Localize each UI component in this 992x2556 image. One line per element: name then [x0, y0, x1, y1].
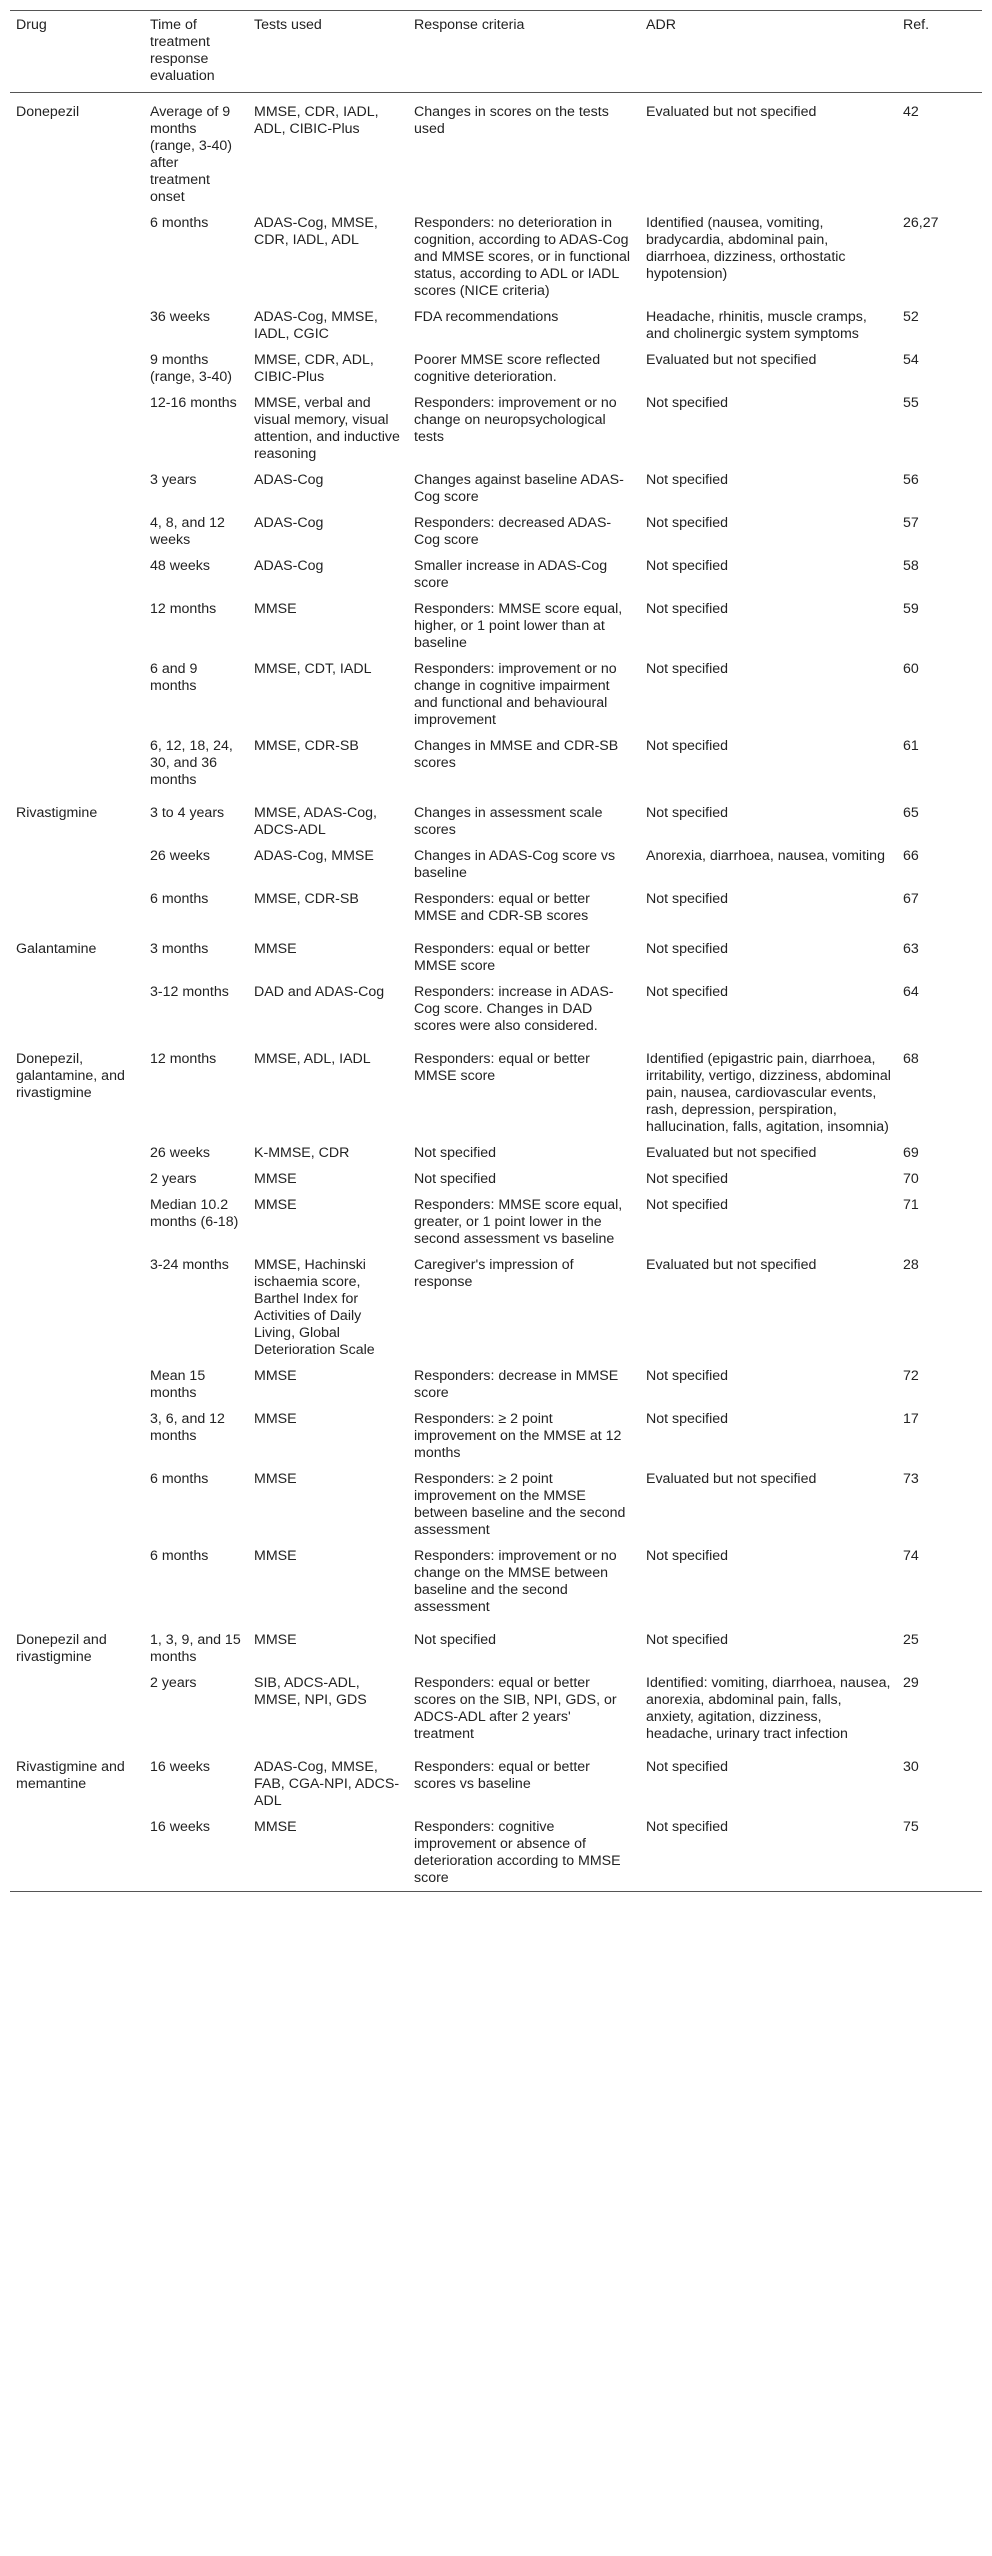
cell-drug	[10, 1167, 144, 1193]
cell-ref: 42	[903, 104, 919, 120]
header-adr: ADR	[640, 11, 897, 93]
cell-adr: Not specified	[646, 1171, 729, 1187]
cell-criteria: Responders: equal or better MMSE and CDR-SB scores	[414, 891, 590, 924]
cell-adr: Not specified	[646, 1368, 729, 1384]
cell-criteria: Not specified	[414, 1145, 497, 1161]
cell-ref: 75	[897, 1815, 982, 1892]
table-row	[10, 468, 982, 511]
cell-tests: MMSE, verbal and visual memory, visual attention, and inductive reasoning	[254, 395, 400, 462]
cell-tests: MMSE	[254, 1197, 297, 1213]
table-row	[10, 734, 982, 794]
cell-time: 6 months	[150, 1471, 209, 1487]
header-row	[10, 11, 982, 93]
cell-time: 6 and 9 months	[150, 661, 198, 694]
cell-criteria: Changes against baseline ADAS-Cog score	[414, 472, 624, 505]
cell-time: 48 weeks	[150, 558, 210, 574]
cell-adr: Not specified	[646, 1411, 729, 1427]
cell-adr: Not specified	[640, 1815, 897, 1892]
cell-drug	[10, 657, 144, 734]
cell-time: 1, 3, 9, and 15 months	[150, 1632, 241, 1665]
cell-drug	[10, 1671, 144, 1748]
cell-ref: 74	[903, 1548, 919, 1564]
cell-adr: Not specified	[646, 1632, 729, 1648]
cell-tests: MMSE, CDR, ADL, CIBIC-Plus	[254, 352, 374, 385]
cell-drug	[10, 554, 144, 597]
cell-time: Average of 9 months (range, 3-40) after treatment onset	[150, 104, 233, 205]
cell-tests: ADAS-Cog	[254, 472, 324, 488]
cell-ref: 28	[903, 1257, 919, 1273]
cell-ref: 57	[903, 515, 919, 531]
table-row	[10, 930, 982, 980]
cell-ref: 69	[903, 1145, 919, 1161]
cell-criteria: Changes in ADAS-Cog score vs baseline	[414, 848, 616, 881]
cell-adr: Not specified	[646, 941, 729, 957]
cell-adr: Not specified	[646, 984, 729, 1000]
cell-drug: Rivastigmine	[16, 805, 98, 821]
cell-time: 26 weeks	[150, 1145, 210, 1161]
cell-time: 3 months	[150, 941, 209, 957]
header-drug: Drug	[10, 11, 144, 93]
cell-criteria: FDA recommendations	[414, 309, 559, 325]
cell-tests: ADAS-Cog, MMSE, FAB, CGA-NPI, ADCS-ADL	[254, 1759, 400, 1809]
cell-ref: 73	[903, 1471, 919, 1487]
cell-tests: ADAS-Cog, MMSE	[254, 848, 374, 864]
table-row	[10, 657, 982, 734]
cell-time: 9 months (range, 3-40)	[150, 352, 233, 385]
table-row	[10, 597, 982, 657]
cell-tests: MMSE, ADAS-Cog, ADCS-ADL	[254, 805, 377, 838]
table-row	[10, 1544, 982, 1621]
cell-criteria: Responders: improvement or no change in cognitive impairment and functional and behavioural improvement	[414, 661, 617, 728]
cell-adr: Identified (nausea, vomiting, bradycardia, abdominal pain, diarrhoea, dizziness, orthostatic hypotension)	[646, 215, 846, 282]
cell-ref: 60	[903, 661, 919, 677]
cell-adr: Not specified	[646, 891, 729, 907]
cell-tests: MMSE	[254, 601, 297, 617]
table-row	[10, 305, 982, 348]
cell-time: 16 weeks	[144, 1815, 248, 1892]
cell-criteria: Responders: equal or better scores vs baseline	[414, 1759, 590, 1792]
cell-time: 3-12 months	[150, 984, 229, 1000]
table-row	[10, 980, 982, 1040]
cell-criteria: Changes in assessment scale scores	[414, 805, 603, 838]
cell-criteria: Caregiver's impression of response	[414, 1257, 574, 1290]
cell-time: 6 months	[150, 215, 209, 231]
cell-ref: 30	[903, 1759, 919, 1775]
cell-criteria: Responders: equal or better MMSE score	[414, 1051, 590, 1084]
table-row	[10, 348, 982, 391]
cell-drug	[10, 348, 144, 391]
table-container	[10, 10, 982, 1892]
cell-tests: ADAS-Cog, MMSE, CDR, IADL, ADL	[254, 215, 378, 248]
cell-tests: MMSE	[254, 941, 297, 957]
cell-time: 2 years	[150, 1171, 197, 1187]
table-row	[10, 844, 982, 887]
cell-criteria: Responders: decreased ADAS-Cog score	[414, 515, 612, 548]
cell-ref: 72	[903, 1368, 919, 1384]
cell-tests: MMSE, Hachinski ischaemia score, Barthel Index for Activities of Daily Living, Global Deterioration Scale	[254, 1257, 375, 1358]
table-row	[10, 1671, 982, 1748]
cell-tests: MMSE	[248, 1815, 408, 1892]
table-row	[10, 887, 982, 930]
table-row	[10, 211, 982, 305]
cell-tests: MMSE, CDR-SB	[254, 738, 359, 754]
cell-adr: Not specified	[646, 1197, 729, 1213]
cell-drug	[10, 1544, 144, 1621]
cell-time: 12-16 months	[150, 395, 237, 411]
cell-criteria: Responders: cognitive improvement or absence of deterioration according to MMSE score	[408, 1815, 640, 1892]
header-criteria: Response criteria	[408, 11, 640, 93]
cell-tests: SIB, ADCS-ADL, MMSE, NPI, GDS	[254, 1675, 367, 1708]
cell-adr: Identified: vomiting, diarrhoea, nausea, anorexia, abdominal pain, falls, anxiety, agitation, dizziness, headache, urinary tract infection	[646, 1675, 891, 1742]
cell-ref: 54	[903, 352, 919, 368]
table-row	[10, 391, 982, 468]
cell-tests: MMSE	[254, 1632, 297, 1648]
cell-ref: 17	[903, 1411, 919, 1427]
cell-tests: MMSE	[254, 1411, 297, 1427]
cell-drug	[10, 511, 144, 554]
cell-ref: 63	[903, 941, 919, 957]
table-row	[10, 1815, 982, 1892]
cell-drug	[10, 305, 144, 348]
cell-ref: 68	[903, 1051, 919, 1067]
cell-ref: 29	[903, 1675, 919, 1691]
table-body	[10, 93, 982, 1892]
cell-tests: ADAS-Cog	[254, 558, 324, 574]
cell-drug	[10, 1467, 144, 1544]
table-row	[10, 1167, 982, 1193]
cell-adr: Evaluated but not specified	[646, 1145, 817, 1161]
cell-tests: MMSE, CDT, IADL	[254, 661, 372, 677]
table-row	[10, 511, 982, 554]
cell-adr: Not specified	[646, 1548, 729, 1564]
cell-ref: 59	[903, 601, 919, 617]
header-tests: Tests used	[248, 11, 408, 93]
cell-ref: 64	[903, 984, 919, 1000]
cell-ref: 66	[903, 848, 919, 864]
cell-time: 26 weeks	[150, 848, 210, 864]
cell-tests: K-MMSE, CDR	[254, 1145, 350, 1161]
cell-criteria: Responders: equal or better MMSE score	[414, 941, 590, 974]
cell-criteria: Not specified	[414, 1171, 497, 1187]
cell-time: 12 months	[150, 601, 217, 617]
cell-criteria: Changes in scores on the tests used	[414, 104, 609, 137]
cell-adr: Not specified	[646, 601, 729, 617]
cell-criteria: Not specified	[414, 1632, 497, 1648]
cell-tests: MMSE	[254, 1471, 297, 1487]
cell-criteria: Responders: improvement or no change on the MMSE between baseline and the second assessment	[414, 1548, 617, 1615]
cell-drug	[10, 844, 144, 887]
cell-time: 4, 8, and 12 weeks	[150, 515, 225, 548]
cell-tests: MMSE	[254, 1368, 297, 1384]
cell-adr: Headache, rhinitis, muscle cramps, and cholinergic system symptoms	[646, 309, 867, 342]
cell-criteria: Responders: improvement or no change on neuropsychological tests	[414, 395, 617, 445]
cell-drug	[10, 1193, 144, 1253]
cell-time: Mean 15 months	[150, 1368, 206, 1401]
cell-adr: Identified (epigastric pain, diarrhoea, irritability, vertigo, dizziness, abdominal pain, nausea, cardiovascular events, rash, depression, perspiration, hallucination, falls, agitation, insomnia)	[646, 1051, 891, 1135]
cell-time: 3, 6, and 12 months	[150, 1411, 225, 1444]
cell-adr: Not specified	[646, 738, 729, 754]
cell-ref: 55	[903, 395, 919, 411]
cell-adr: Evaluated but not specified	[646, 1471, 817, 1487]
cell-ref: 52	[903, 309, 919, 325]
cell-criteria: Responders: MMSE score equal, greater, or 1 point lower in the second assessment vs baseline	[414, 1197, 623, 1247]
table-row	[10, 554, 982, 597]
table-row	[10, 1364, 982, 1407]
cell-ref: 70	[903, 1171, 919, 1187]
cell-adr: Not specified	[646, 661, 729, 677]
cell-tests: ADAS-Cog, MMSE, IADL, CGIC	[254, 309, 378, 342]
cell-time: 12 months	[150, 1051, 217, 1067]
cell-drug	[10, 468, 144, 511]
cell-drug	[10, 211, 144, 305]
table-row	[10, 794, 982, 844]
cell-criteria: Smaller increase in ADAS-Cog score	[414, 558, 608, 591]
cell-time: 2 years	[150, 1675, 197, 1691]
table-row	[10, 1193, 982, 1253]
cell-adr: Evaluated but not specified	[646, 1257, 817, 1273]
cell-criteria: Responders: ≥ 2 point improvement on the MMSE at 12 months	[414, 1411, 622, 1461]
cell-tests: MMSE	[254, 1548, 297, 1564]
cell-adr: Anorexia, diarrhoea, nausea, vomiting	[646, 848, 885, 864]
cell-time: 3-24 months	[150, 1257, 229, 1273]
cell-criteria: Changes in MMSE and CDR-SB scores	[414, 738, 619, 771]
cell-ref: 61	[903, 738, 919, 754]
table-header	[10, 11, 982, 93]
cell-drug: Donepezil, galantamine, and rivastigmine	[16, 1051, 125, 1101]
cell-ref: 67	[903, 891, 919, 907]
cell-criteria: Responders: equal or better scores on the SIB, NPI, GDS, or ADCS-ADL after 2 years' treatment	[414, 1675, 617, 1742]
cell-time: 36 weeks	[150, 309, 210, 325]
cell-adr: Evaluated but not specified	[646, 352, 817, 368]
header-time: Time of treatment response evaluation	[144, 11, 248, 93]
cell-drug	[10, 980, 144, 1040]
cell-time: 6 months	[150, 1548, 209, 1564]
table-row	[10, 1467, 982, 1544]
cell-criteria: Responders: ≥ 2 point improvement on the MMSE between baseline and the second assessment	[414, 1471, 626, 1538]
table-row	[10, 1621, 982, 1671]
drug-response-table	[10, 10, 982, 1892]
cell-ref: 58	[903, 558, 919, 574]
cell-time: 3 years	[150, 472, 197, 488]
cell-criteria: Responders: MMSE score equal, higher, or 1 point lower than at baseline	[414, 601, 623, 651]
cell-drug: Donepezil and rivastigmine	[16, 1632, 107, 1665]
cell-adr: Not specified	[646, 1759, 729, 1775]
cell-drug	[10, 597, 144, 657]
cell-adr: Not specified	[646, 395, 729, 411]
cell-criteria: Responders: no deterioration in cognition, according to ADAS-Cog and MMSE scores, or in functional status, according to ADL or IADL scores (NICE criteria)	[414, 215, 631, 299]
cell-time: 16 weeks	[150, 1759, 210, 1775]
cell-time: Median 10.2 months (6-18)	[150, 1197, 239, 1230]
cell-drug	[10, 1407, 144, 1467]
cell-drug: Donepezil	[16, 104, 80, 120]
cell-drug	[10, 1253, 144, 1364]
cell-drug: Galantamine	[16, 941, 97, 957]
table-row	[10, 1748, 982, 1815]
cell-adr: Evaluated but not specified	[646, 104, 817, 120]
cell-adr: Not specified	[646, 515, 729, 531]
table-row	[10, 1040, 982, 1141]
cell-tests: ADAS-Cog	[254, 515, 324, 531]
table-row	[10, 1141, 982, 1167]
table-row	[10, 93, 982, 212]
cell-tests: MMSE, CDR-SB	[254, 891, 359, 907]
cell-adr: Not specified	[646, 472, 729, 488]
header-ref: Ref.	[897, 11, 982, 93]
cell-drug	[10, 1815, 144, 1892]
cell-drug: Rivastigmine and memantine	[16, 1759, 125, 1792]
cell-ref: 71	[903, 1197, 919, 1213]
cell-ref: 65	[903, 805, 919, 821]
cell-time: 6, 12, 18, 24, 30, and 36 months	[150, 738, 233, 788]
cell-drug	[10, 391, 144, 468]
cell-criteria: Poorer MMSE score reflected cognitive deterioration.	[414, 352, 601, 385]
cell-ref: 25	[903, 1632, 919, 1648]
cell-tests: MMSE, CDR, IADL, ADL, CIBIC-Plus	[254, 104, 379, 137]
cell-drug	[10, 734, 144, 794]
cell-time: 6 months	[150, 891, 209, 907]
cell-tests: DAD and ADAS-Cog	[254, 984, 385, 1000]
cell-adr: Not specified	[646, 805, 729, 821]
cell-ref: 26,27	[903, 215, 939, 231]
cell-drug	[10, 1141, 144, 1167]
cell-drug	[10, 1364, 144, 1407]
cell-criteria: Responders: decrease in MMSE score	[414, 1368, 619, 1401]
cell-drug	[10, 887, 144, 930]
cell-adr: Not specified	[646, 558, 729, 574]
cell-time: 3 to 4 years	[150, 805, 225, 821]
cell-ref: 56	[903, 472, 919, 488]
cell-tests: MMSE, ADL, IADL	[254, 1051, 371, 1067]
table-row	[10, 1253, 982, 1364]
table-row	[10, 1407, 982, 1467]
cell-tests: MMSE	[254, 1171, 297, 1187]
cell-criteria: Responders: increase in ADAS-Cog score. Changes in DAD scores were also considered.	[414, 984, 614, 1034]
